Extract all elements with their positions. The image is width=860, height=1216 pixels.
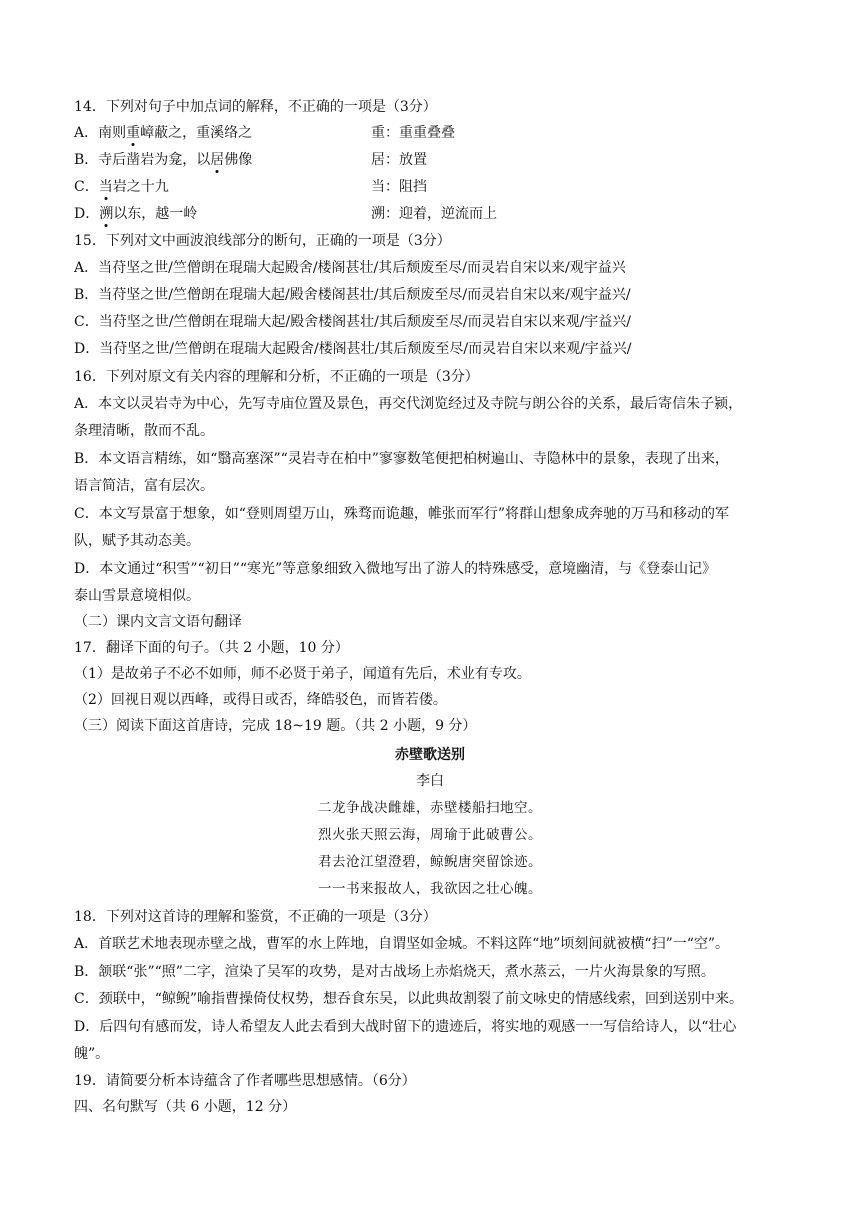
q14-c-text-pre: C．	[74, 179, 99, 195]
q19-stem: 19．请简要分析本诗蕴含了作者哪些思想感情。（6分）	[74, 1073, 416, 1089]
q16-option-a-line1: A．本文以灵岩寺为中心，先写寺庙位置及景色，再交代浏览经过及寺院与朗公谷的关系，最后寄信朱子颍，	[74, 396, 743, 412]
q14-gloss-d: 溯：迎着，逆流而上	[371, 206, 497, 222]
q15-option-a: A．当苻坚之世/竺僧朗在琨瑞大起殿舍/楼阁甚壮/其后颓废至尽/而灵岩自宋以来/观宇益兴	[74, 260, 626, 276]
q14-gloss-b: 居：放置	[371, 152, 427, 168]
q14-gloss-a: 重：重重叠叠	[371, 125, 455, 141]
q17-item-1: （1）是故弟子不必不如师，师不必贤于弟子，闻道有先后，术业有专攻。	[74, 666, 531, 682]
q14-b-text-pre: B．寺后凿岩为龛，以	[74, 152, 211, 168]
q17-stem: 17．翻译下面的句子。（共 2 小题，10 分）	[74, 640, 349, 656]
q14-option-a	[74, 123, 252, 143]
poem-line-4: 一一书来报故人，我欲因之壮心魄。	[318, 881, 542, 897]
q14-a-dotted-word: 重	[126, 125, 141, 141]
q14-c-dotted-word: 当	[98, 179, 113, 195]
q17-item-2: （2）回视日观以西峰，或得日或否，绛皓驳色，而皆若偻。	[74, 692, 447, 708]
section-2-heading: （二）课内文言文语句翻译	[74, 614, 242, 630]
q18-option-c: C．颈联中，“鲸鲵”喻指曹操倚仗权势，想吞食东吴，以此典故割裂了前文咏史的情感线索，回到送别中来。	[74, 991, 744, 1007]
q18-stem: 18．下列对这首诗的理解和鉴赏，不正确的一项是（3分）	[74, 909, 437, 925]
q14-a-text-pre: A．南则	[74, 125, 127, 141]
q18-option-a: A．首联艺术地表现赤壁之战，曹军的水上阵地，自谓坚如金城。不料这阵“地”顷刻间就被横“扫”一“空”。	[74, 936, 730, 952]
q15-option-c: C．当苻坚之世/竺僧朗在琨瑞大起/殿舍楼阁甚壮/其后颓废至尽/而灵岩自宋以来观/宇益兴/	[74, 314, 632, 330]
q14-option-c	[74, 177, 169, 197]
q14-b-dotted-word: 居	[210, 152, 225, 168]
poem-author: 李白	[416, 773, 444, 789]
q18-option-b: B．颔联“张”“照”二字，渲染了吴军的攻势，是对古战场上赤焰烧天，煮水蒸云，一片火海景象的写照。	[74, 964, 715, 980]
q14-d-text-pre: D．	[74, 206, 100, 222]
q14-option-b	[74, 150, 252, 170]
section-3-heading: （三）阅读下面这首唐诗，完成 18~19 题。（共 2 小题，9 分）	[74, 718, 477, 734]
q14-stem: 14．下列对句子中加点词的解释，不正确的一项是（3分）	[74, 99, 437, 115]
q14-d-dotted-word: 溯	[99, 206, 114, 222]
q16-option-c-line2: 队，赋予其动态美。	[74, 533, 200, 549]
q15-stem: 15．下列对文中画波浪线部分的断句，正确的一项是（3分）	[74, 233, 451, 249]
q14-c-text-post: 岩之十九	[112, 179, 169, 195]
q14-b-text-post: 佛像	[224, 152, 253, 168]
q16-option-b-line2: 语言简洁，富有层次。	[74, 478, 214, 494]
q16-option-a-line2: 条理清晰，散而不乱。	[74, 423, 214, 439]
q14-option-d	[74, 204, 197, 224]
q16-option-b-line1: B．本文语言精练，如“翳高塞深”“灵岩寺在柏中”寥寥数笔便把柏树遍山、寺隐林中的景象，表现了出来，	[74, 451, 729, 467]
q15-option-b: B．当苻坚之世/竺僧朗在琨瑞大起/殿舍楼阁甚壮/其后颓废至尽/而灵岩自宋以来/观宇益兴/	[74, 287, 631, 303]
section-4-heading: 四、名句默写（共 6 小题，12 分）	[74, 1099, 297, 1115]
poem-title: 赤壁歌送别	[395, 747, 465, 763]
poem-line-2: 烈火张天照云海，周瑜于此破曹公。	[318, 827, 542, 843]
q18-option-d-line1: D．后四句有感而发，诗人希望友人此去看到大战时留下的遗迹后，将实地的观感一一写信给诗人，以“壮心	[74, 1019, 737, 1035]
q14-d-text-post: 以东，越一岭	[113, 206, 198, 222]
q14-gloss-c: 当：阻挡	[371, 179, 427, 195]
q16-stem: 16．下列对原文有关内容的理解和分析，不正确的一项是（3分）	[74, 369, 479, 385]
poem-line-1: 二龙争战决雌雄，赤壁楼船扫地空。	[318, 800, 542, 816]
q16-option-d-line1: D．本文通过“积雪”“初日”“寒光”等意象细致入微地写出了游人的特殊感受，意境幽清，与《登泰山记》	[74, 561, 717, 577]
q14-a-text-post: 嶂蔽之，重溪络之	[140, 125, 253, 141]
q16-option-c-line1: C．本文写景富于想象，如“登则周望万山，殊骛而诡趣，帷张而军行”将群山想象成奔驰的万马和移动的军	[74, 506, 730, 522]
q15-option-d: D．当苻坚之世/竺僧朗在琨瑞大起殿舍/楼阁甚壮/其后颓废至尽/而灵岩自宋以来观/宇益兴/	[74, 341, 632, 357]
poem-line-3: 君去沧江望澄碧，鲸鲵唐突留馀迹。	[318, 854, 542, 870]
q16-option-d-line2: 泰山雪景意境相似。	[74, 588, 200, 604]
q18-option-d-line2: 魄”。	[74, 1046, 110, 1062]
